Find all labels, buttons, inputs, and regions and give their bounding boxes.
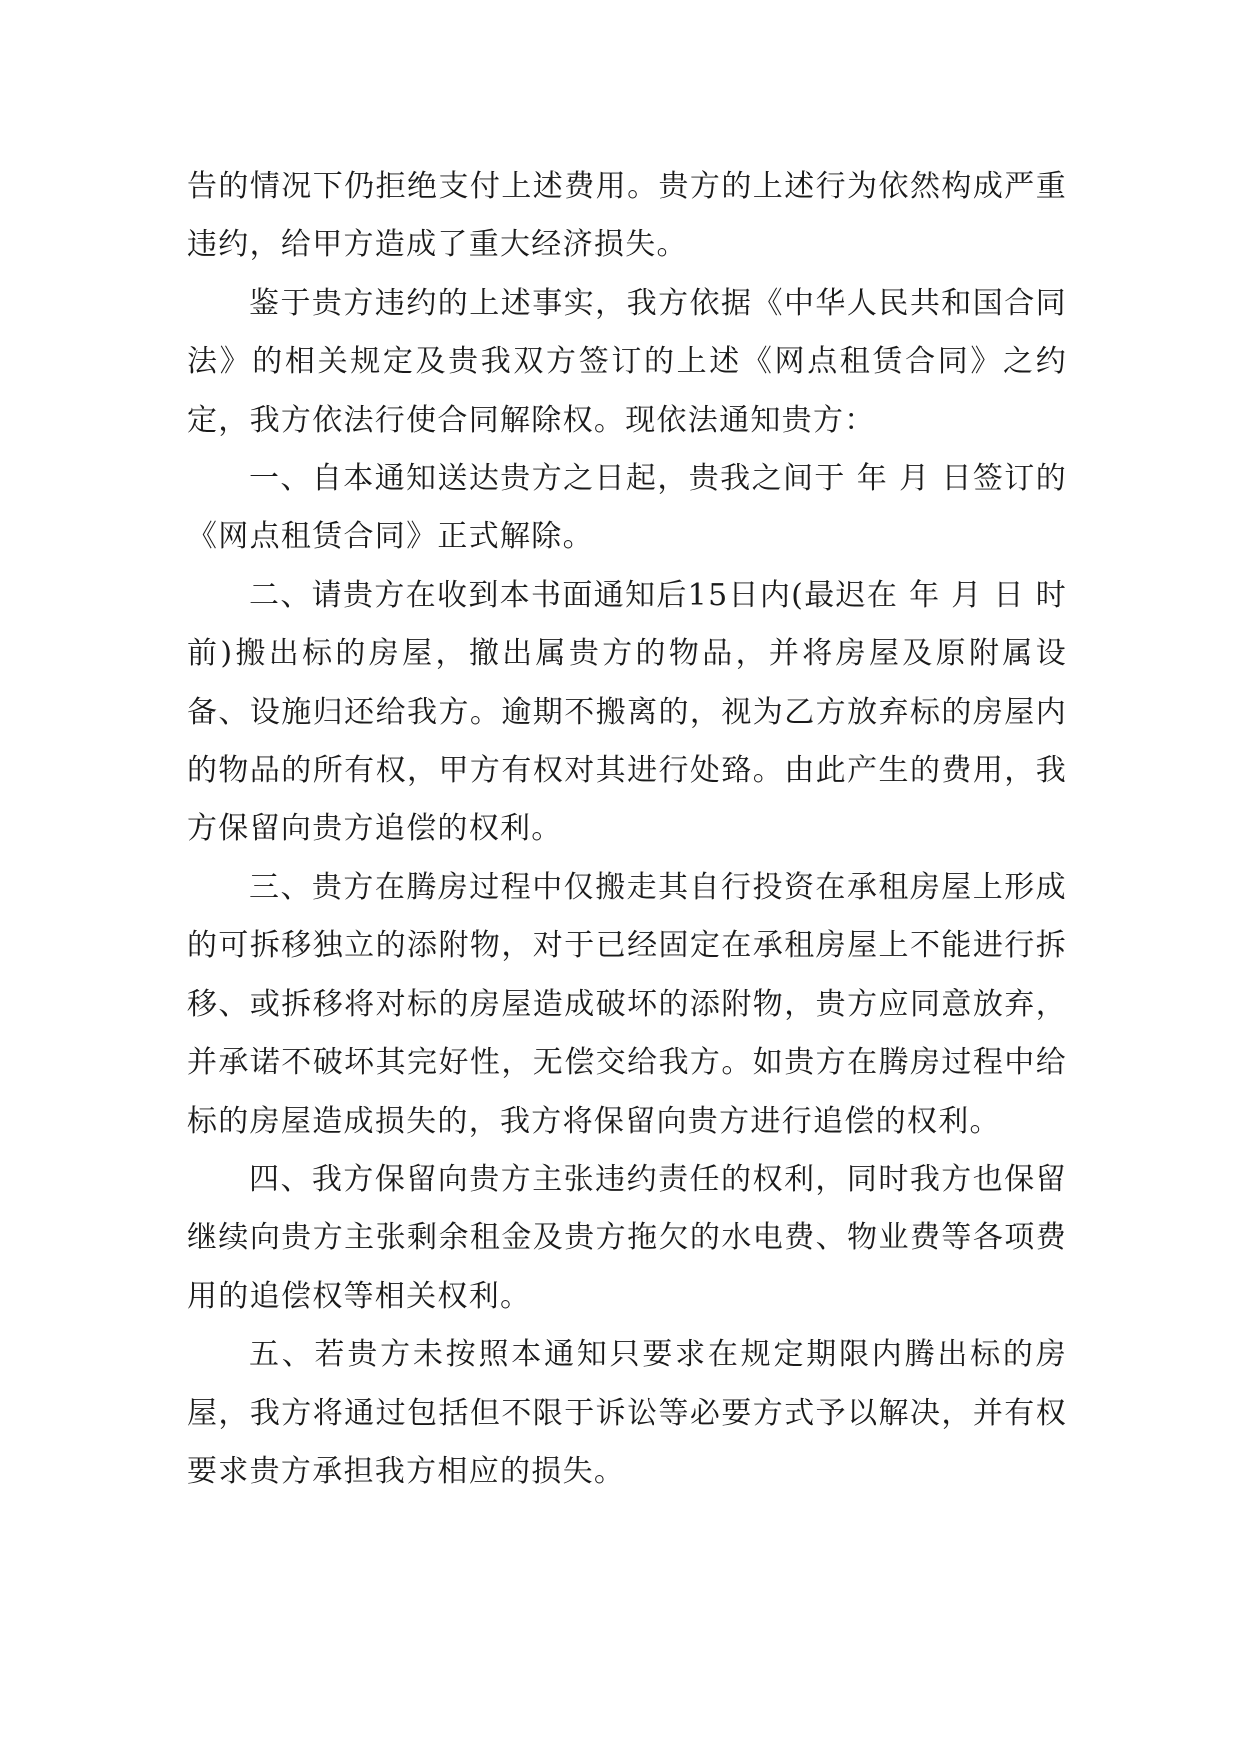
document-body xyxy=(187,158,1067,1501)
paragraph-basis: 鉴于贵方违约的上述事实，我方依据《中华人民共和国合同法》的相关规定及贵我双方签订的上述《网点租赁合同》之约定，我方依法行使合同解除权。现依法通知贵方： xyxy=(187,285,1067,438)
paragraph-item-5: 五、若贵方未按照本通知只要求在规定期限内腾出标的房屋，我方将通过包括但不限于诉讼等必要方式予以解决，并有权要求贵方承担我方相应的损失。 xyxy=(187,1337,1067,1489)
paragraph-item-4: 四、我方保留向贵方主张违约责任的权利，同时我方也保留继续向贵方主张剩余租金及贵方拖欠的水电费、物业费等各项费用的追偿权等相关权利。 xyxy=(187,1161,1067,1314)
paragraph-item-3: 三、贵方在腾房过程中仅搬走其自行投资在承租房屋上形成的可拆移独立的添附物，对于已经固定在承租房屋上不能进行拆移、或拆移将对标的房屋造成破坏的添附物，贵方应同意放弃，并承诺不破坏其完好性，无偿交给我方。如贵方在腾房过程中给标的房屋造成损失的，我方将保留向贵方进行追偿的权利。 xyxy=(187,869,1067,1139)
paragraph-continuation: 告的情况下仍拒绝支付上述费用。贵方的上述行为依然构成严重违约，给甲方造成了重大经济损失。 xyxy=(187,169,1067,263)
paragraph-item-2: 二、请贵方在收到本书面通知后15日内(最迟在 年 月 日 时前)搬出标的房屋，撤出属贵方的物品，并将房屋及原附属设备、设施归还给我方。逾期不搬离的，视为乙方放弃标的房屋内的物品的所有权，甲方有权对其进行处臵。由此产生的费用，我方保留向贵方追偿的权利。 xyxy=(187,577,1067,847)
paragraph-item-1: 一、自本通知送达贵方之日起，贵我之间于 年 月 日签订的《网点租赁合同》正式解除。 xyxy=(187,461,1067,555)
